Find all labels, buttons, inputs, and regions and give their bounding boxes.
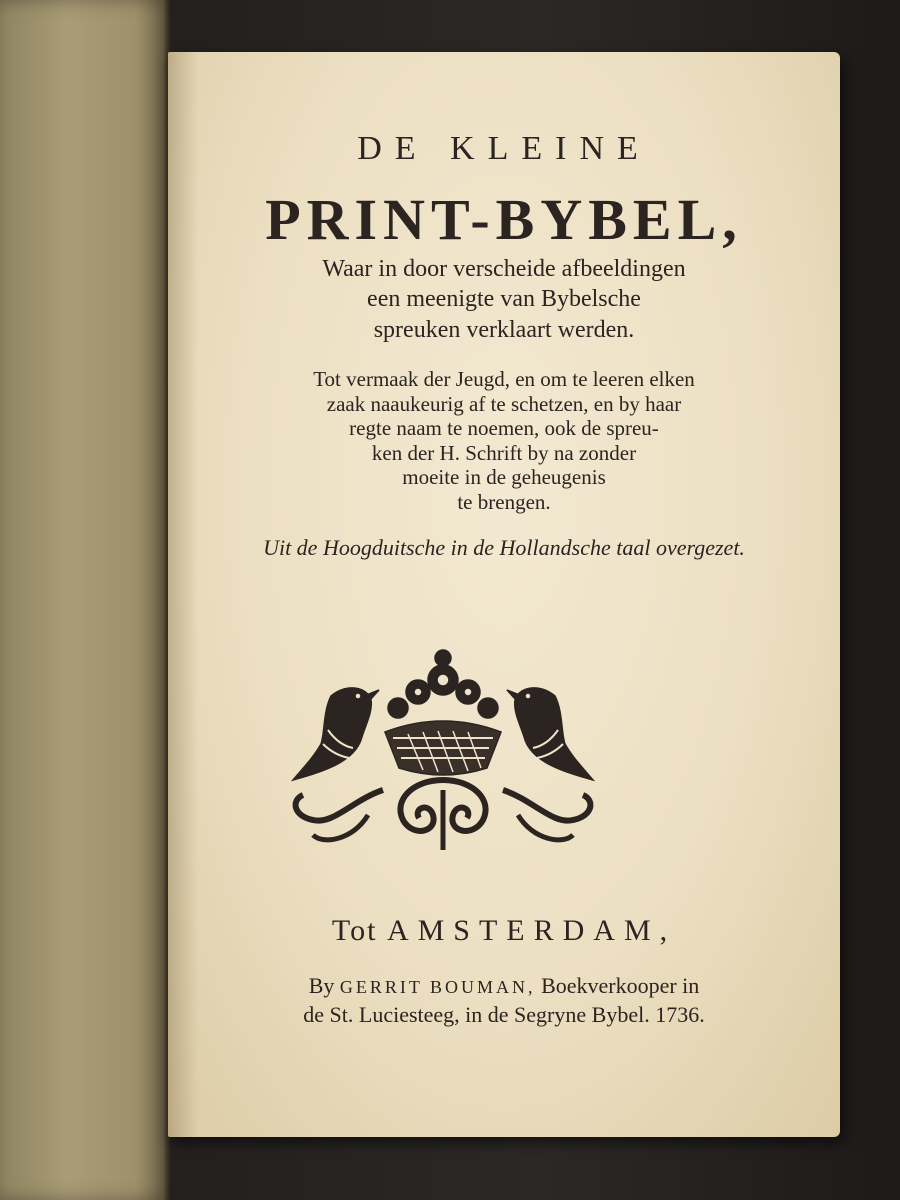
imprint-trade: Boekverkooper in <box>541 973 700 998</box>
printers-ornament-icon <box>273 640 613 855</box>
description-line-1: Tot vermaak der Jeugd, en om te leeren elken <box>313 367 695 391</box>
place-name: AMSTERDAM, <box>386 914 677 947</box>
title-line-2: PRINT-BYBEL, <box>265 187 743 252</box>
description-line-5: moeite in de geheugenis <box>402 465 606 489</box>
description-line-4: ken der H. Schrift by na zonder <box>371 441 637 465</box>
printer-name: GERRIT BOUMAN, <box>339 977 536 997</box>
description-line-2: zaak naaukeurig af te schetzen, en by haar <box>326 392 682 416</box>
translation-note: Uit de Hoogduitsche in de Hollandsche taal overgezet. <box>263 535 745 560</box>
subtitle-line-1: Waar in door verscheide afbeeldingen <box>322 256 686 282</box>
imprint-line-1 <box>168 973 840 999</box>
title-line-1: DE KLEINE <box>357 130 651 167</box>
left-board-cover <box>0 0 170 1200</box>
subtitle-line-3: spreuken verklaart werden. <box>373 317 635 343</box>
imprint-by: By <box>308 973 335 998</box>
imprint-place <box>168 914 840 948</box>
imprint-line-2: de St. Luciesteeg, in de Segryne Bybel. 1736. <box>303 1002 705 1027</box>
description-line-6: te brengen. <box>457 490 551 514</box>
title-page <box>168 52 840 1137</box>
description-line-3: regte naam te noemen, ook de spreu- <box>349 416 659 440</box>
subtitle-line-2: een meenigte van Bybelsche <box>367 286 641 312</box>
place-prefix: Tot <box>331 914 378 947</box>
